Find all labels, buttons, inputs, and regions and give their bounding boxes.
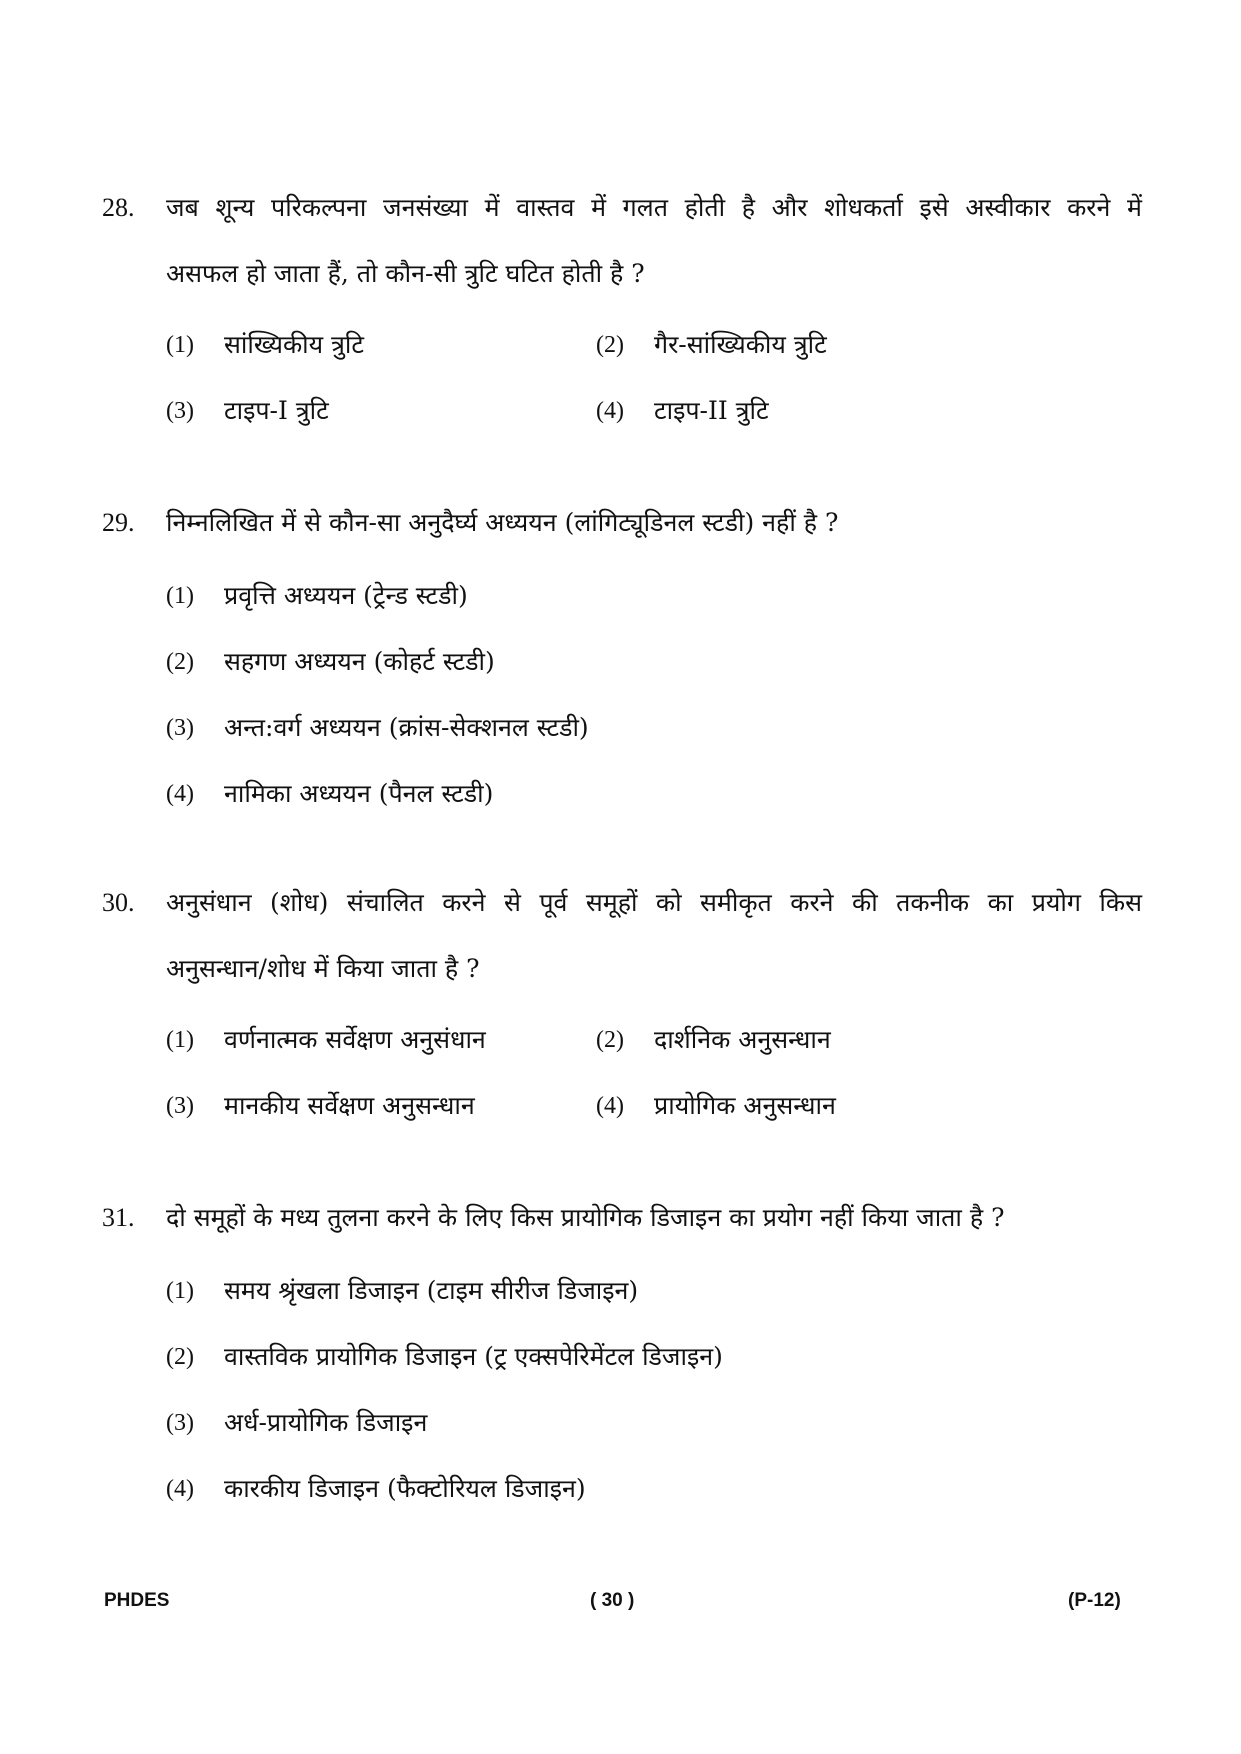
option-text: मानकीय सर्वेक्षण अनुसन्धान bbox=[224, 1091, 475, 1120]
question-text: जब शून्य परिकल्पना जनसंख्या में वास्तव में गलत होती है और शोधकर्ता इसे अस्वीकार करने में bbox=[166, 193, 1142, 222]
footer-code: PHDES bbox=[104, 1590, 170, 1611]
option-text: प्रायोगिक अनुसन्धान bbox=[654, 1091, 836, 1120]
option-number: (2) bbox=[166, 649, 194, 675]
option-text: प्रवृत्ति अध्ययन (ट्रेन्ड स्टडी) bbox=[224, 581, 468, 610]
option-text: वास्तविक प्रायोगिक डिजाइन (ट्र एक्सपेरिमेंटल डिजाइन) bbox=[224, 1342, 723, 1371]
question-number: 28. bbox=[102, 193, 135, 222]
option-text: गैर-सांख्यिकीय त्रुटि bbox=[654, 330, 827, 359]
footer-set: (P-12) bbox=[1068, 1590, 1121, 1611]
option-number: (2) bbox=[596, 332, 624, 358]
option-2 bbox=[596, 1023, 831, 1057]
options-grid bbox=[166, 292, 1142, 432]
option-text: टाइप-I त्रुटि bbox=[224, 396, 329, 425]
option-2 bbox=[596, 328, 827, 362]
question-29 bbox=[102, 505, 1142, 831]
question-text-continued: अनुसन्धान/शोध में किया जाता है ? bbox=[166, 954, 480, 983]
options-list bbox=[166, 1236, 1142, 1526]
question-number: 29. bbox=[102, 508, 135, 537]
option-number: (3) bbox=[166, 398, 194, 424]
option-number: (1) bbox=[166, 1027, 194, 1053]
option-1 bbox=[166, 1023, 486, 1057]
option-text: कारकीय डिजाइन (फैक्टोरियल डिजाइन) bbox=[224, 1474, 586, 1503]
question-text-continued: असफल हो जाता हैं, तो कौन-सी त्रुटि घटित होती है ? bbox=[166, 259, 645, 288]
option-4 bbox=[166, 1472, 586, 1506]
question-number: 31. bbox=[102, 1203, 135, 1232]
question-30 bbox=[102, 885, 1142, 1127]
option-3 bbox=[166, 394, 329, 428]
question-number: 30. bbox=[102, 888, 135, 917]
option-4 bbox=[596, 1089, 836, 1123]
option-2 bbox=[166, 645, 495, 679]
option-number: (1) bbox=[166, 1278, 194, 1304]
option-number: (4) bbox=[166, 781, 194, 807]
option-4 bbox=[596, 394, 769, 428]
option-text: अन्त:वर्ग अध्ययन (क्रांस-सेक्शनल स्टडी) bbox=[224, 713, 589, 742]
option-2 bbox=[166, 1340, 723, 1374]
option-1 bbox=[166, 579, 468, 613]
option-number: (1) bbox=[166, 332, 194, 358]
option-text: अर्ध-प्रायोगिक डिजाइन bbox=[224, 1408, 428, 1437]
option-number: (1) bbox=[166, 583, 194, 609]
question-28 bbox=[102, 190, 1142, 432]
page-number: ( 30 ) bbox=[590, 1590, 635, 1611]
option-3 bbox=[166, 711, 589, 745]
option-1 bbox=[166, 328, 364, 362]
option-text: टाइप-II त्रुटि bbox=[654, 396, 769, 425]
options-grid bbox=[166, 987, 1142, 1127]
option-4 bbox=[166, 777, 493, 811]
option-number: (3) bbox=[166, 715, 194, 741]
option-text: दार्शनिक अनुसन्धान bbox=[654, 1025, 831, 1054]
option-3 bbox=[166, 1089, 475, 1123]
option-1 bbox=[166, 1274, 638, 1308]
question-text: दो समूहों के मध्य तुलना करने के लिए किस प्रायोगिक डिजाइन का प्रयोग नहीं किया जाता है ? bbox=[166, 1203, 1005, 1232]
option-number: (4) bbox=[166, 1476, 194, 1502]
option-number: (4) bbox=[596, 1093, 624, 1119]
option-text: समय श्रृंखला डिजाइन (टाइम सीरीज डिजाइन) bbox=[224, 1276, 639, 1305]
option-number: (2) bbox=[596, 1027, 624, 1053]
option-text: सहगण अध्ययन (कोहर्ट स्टडी) bbox=[224, 647, 495, 676]
option-number: (3) bbox=[166, 1093, 194, 1119]
option-text: वर्णनात्मक सर्वेक्षण अनुसंधान bbox=[224, 1025, 486, 1054]
option-text: सांख्यिकीय त्रुटि bbox=[224, 330, 364, 359]
question-31 bbox=[102, 1200, 1142, 1526]
option-number: (2) bbox=[166, 1344, 194, 1370]
option-3 bbox=[166, 1406, 427, 1440]
option-number: (4) bbox=[596, 398, 624, 424]
option-text: नामिका अध्ययन (पैनल स्टडी) bbox=[224, 779, 494, 808]
question-text: निम्नलिखित में से कौन-सा अनुदैर्घ्य अध्ययन (लांगिट्यूडिनल स्टडी) नहीं है ? bbox=[166, 508, 839, 537]
option-number: (3) bbox=[166, 1410, 194, 1436]
options-list bbox=[166, 541, 1142, 831]
question-text: अनुसंधान (शोध) संचालित करने से पूर्व समूहों को समीकृत करने की तकनीक का प्रयोग किस bbox=[166, 888, 1142, 917]
